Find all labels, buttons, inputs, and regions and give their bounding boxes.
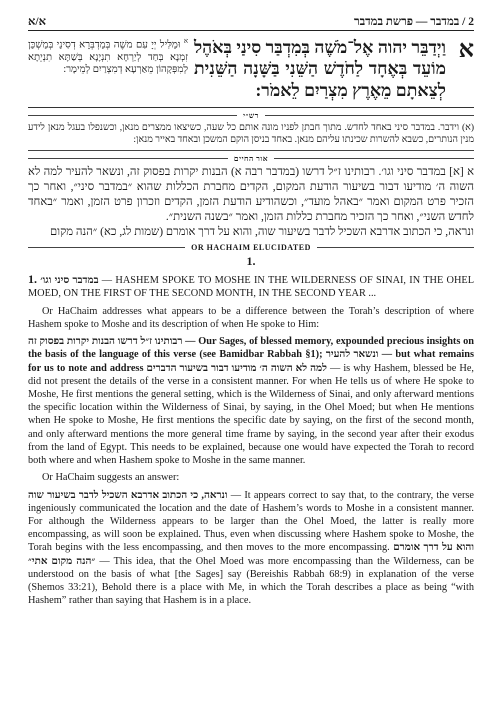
onkelos-marker: א [183, 37, 189, 45]
running-head-title: 2 / במדבר — פרשת במדבר [353, 16, 474, 28]
running-head-ref: א/א [28, 16, 46, 28]
verse-text: וַיְדַבֵּר יהוה אֶל־מֹשֶׁה בְּמִדְבַּר סִינַי בְּאֹהֶל מוֹעֵד בְּאֶחָד לַחֹדֶשׁ הַשֵּׁנִי בַּשָּׁנָה הַשֵּׁנִית לְצֵאתָם מֵאֶרֶץ מִצְרַיִם לֵאמֹר: [194, 37, 446, 100]
onkelos-text: וּמַלִּיל יְיָ עִם משֶׁה בְּמַדְבְּרָא דְסִינַי בְּמַשְׁכַּן זִמְנָא בְּחַד לְיַרְחָא תִנְיָנָא בְּשַׁתָּא תִנְיֵתָא לְמִפְּקָהוֹן מֵאַרְעָא דְמִצְרַיִם לְמֵימָר: [28, 39, 188, 76]
header-rule [28, 30, 474, 31]
paragraph-5: Or HaChaim suggests an answer: [42, 472, 180, 484]
or-hachaim-label: אור החיים [233, 154, 269, 164]
running-head [28, 10, 474, 28]
paragraph-6: ונראה, כי הכתוב אדרבא השכיל לדבר בשיעור שוה — It appears correct to say that, to the contrary, the verse ingeniously communicated the location and the date of Hashem’s words to Moshe in a consistent manner. For although the Wilderness appears to be larger than the Ohel Moed, the latter is really more encompassing, as will soon be explained. Thus, even when discussing where Hashem spoke to Moshe, the Torah begins with the less encompassing, and then moves to the more encompassing. והוא על דרך אומרם ״הנה מקום אתי״ — This idea, that the Ohel Moed was more encompassing than the Wilderness, can be understood on the basis of what [the Sages] say (Bereishis Rabbah 68:9) in explanation of the verse (Shemos 33:21), Behold there is a place with Me, in which the Torah describes a place as being “with Hashem” rather than saying that Hashem is in a place. [28, 489, 474, 607]
verse-number: א [458, 37, 474, 63]
or-hachaim-paragraph-2: ונראה, כי הכתוב אדרבא השכיל לדבר בשיעור שוה, והוא על דרך אומרם (שמות לג, כא) ״הנה מקום [49, 226, 474, 239]
rashi-label: רש״י [243, 111, 259, 121]
elucidated-divider [28, 243, 474, 252]
or-hachaim-text [28, 165, 474, 240]
paragraph-1: 1. במדבר סיני וגו׳ — HASHEM SPOKE TO MOSHE IN THE WILDERNESS OF SINAI, IN THE OHEL MOED, ON THE FIRST OF THE SECOND MONTH, IN THE SECOND YEAR ... [28, 272, 474, 300]
onkelos-translation [28, 37, 188, 101]
elucidated-label: OR HACHAIM ELUCIDATED [191, 243, 311, 253]
rashi-commentary: (א) וידבר. במדבר סיני באחד לחדש. מתוך חבתן לפניו מונה אותם כל שעה, כשיצאו ממצרים מנאן, וכשנפלו בעגל מנאן לידע מנין הנותרים, כשבא להשרות שכינתו עליהם מנאן. באחד בניסן הוקם המשכן ובאחד באייר מנאן: [28, 122, 474, 151]
paragraph-2: Or HaChaim addresses what appears to be a difference between the Torah’s description of where Hashem spoke to Moshe and its description of when He spoke to Him: [28, 305, 474, 330]
paragraph-3: רבותינו ז״ל דרשו הבנות יקרות בפסוק זה — Our Sages, of blessed memory, expounded precious insights on the basis of the language of this verse (see Bamidbar Rabbah §1); ונשאר להעיר — but what remains for us to note and address למה לא השוה ה׳ מודיעו דבור בשיעור הדברים — is why Hashem, blessed be He, did not present the details of the verse in a consistent manner. For when He tells us of where He spoke to Moshe, He first mentions the general setting, which is the Wilderness of Sinai, and only afterward mentions the specific location within the Wilderness of Sinai, by saying, in the Ohel Moed; but when He mentions when He spoke to Moshe, He first mentions the specific date by saying, on the first of the second month, and only afterward mentions the more general time frame by saying, in the second year after their exodus from the land of Egypt. This needs to be explained, because one would have expected the Torah to record both where and when Hashem spoke to Moshe in the same manner. [28, 336, 474, 467]
or-hachaim-paragraph-1: א [א] במדבר סיני וגו׳. רבותינו ז״ל דרשו (במדבר רבה א) הבנות יקרות בפסוק זה, ונשאר להעיר למה לא השוה ה׳ מודיעו דבור בשיעור הודעת המקום, הקדים מחברת הכללות שהוא ״במדבר סיני״, ואחר כך הזכיר פרט המקום ואמר ״באהל מועד״, וכשהודיע הודעת הזמן, הקדים וזכרון פרט הזמן, ואמר ״באחד לחדש השני״, ואחר כך הזכיר מחברת כללות הזמן, ואמר ״בשנה השנית״. [28, 166, 474, 224]
section-number: 1. [246, 254, 256, 269]
elucidation-body [28, 272, 474, 607]
or-hachaim-divider [28, 154, 474, 163]
rashi-divider [28, 111, 474, 120]
page [28, 10, 474, 706]
verse-block [28, 37, 474, 108]
